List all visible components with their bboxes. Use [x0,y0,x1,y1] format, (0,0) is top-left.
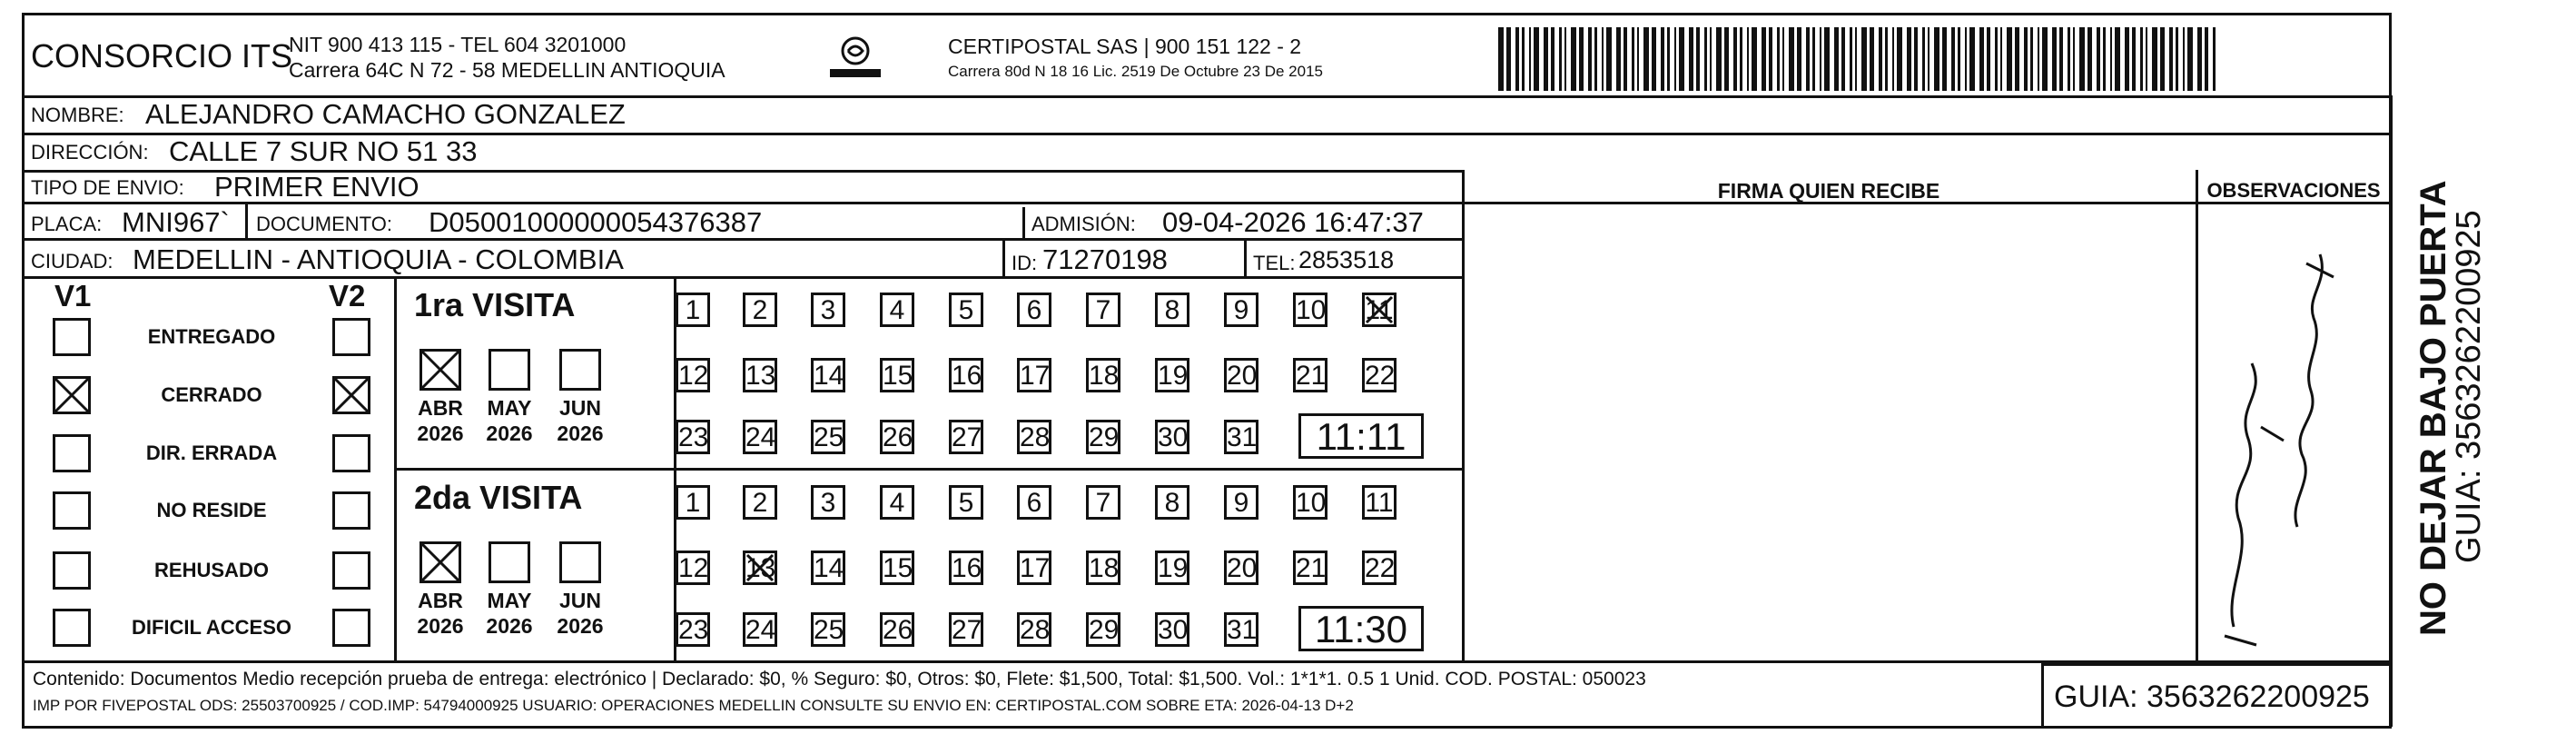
tel-value: 2853518 [1298,246,1395,273]
day-box[interactable]: 26 [880,612,914,647]
visit-month-checkbox[interactable] [489,349,530,391]
placa-label: PLACA: [31,213,103,235]
day-box[interactable]: 23 [676,612,710,647]
footer-imp: IMP POR FIVEPOSTAL ODS: 25503700925 / COD.IMP: 54794000925 USUARIO: OPERACIONES MEDELLIN CONSULTE SU ENVIO EN: CERTIPOSTAL.COM SOBRE ETA: 2026-04-13 D+2 [33,697,1354,714]
day-box[interactable]: 20 [1224,551,1258,585]
day-box[interactable]: 3 [811,485,845,520]
day-box[interactable]: 16 [949,551,983,585]
status-v2-checkbox[interactable] [332,491,370,530]
day-box[interactable]: 30 [1155,612,1189,647]
side-notice: NO DEJAR BAJO PUERTA [2413,180,2453,636]
v1-header: V1 [54,279,92,313]
divider-firma [1462,170,1465,660]
status-v2-check-mark [332,376,370,414]
direccion-label: DIRECCIÓN: [31,141,149,164]
tipo-envio-label: TIPO DE ENVIO: [31,176,184,199]
day-box[interactable]: 7 [1086,485,1120,520]
placa-value: MNI967` [122,206,230,238]
visit-year-label: 2026 [486,422,533,445]
admision-label: ADMISIÓN: [1031,213,1136,235]
day-box[interactable]: 1 [676,485,710,520]
day-box[interactable]: 27 [949,612,983,647]
day-box[interactable]: 23 [676,420,710,454]
company-address: Carrera 64C N 72 - 58 MEDELLIN ANTIOQUIA [289,58,725,82]
day-box[interactable]: 22 [1362,551,1397,585]
visit-month-checkbox[interactable] [489,541,530,583]
day-box[interactable]: 15 [880,551,914,585]
visit-title: 2da VISITA [414,479,583,516]
divider-placa [245,202,248,238]
day-box[interactable]: 18 [1086,358,1120,392]
day-box[interactable]: 10 [1293,485,1327,520]
day-box[interactable]: 20 [1224,358,1258,392]
day-box[interactable]: 31 [1224,420,1258,454]
documento-value: D05001000000054376387 [429,206,763,238]
status-v1-check-mark [53,376,91,414]
admision-value: 09-04-2026 16:47:37 [1162,206,1424,238]
visit-time[interactable]: 11:11 [1298,413,1424,459]
tipo-envio-value: PRIMER ENVIO [214,171,419,203]
status-v1-checkbox[interactable] [53,318,91,356]
day-box[interactable]: 7 [1086,293,1120,327]
day-box[interactable]: 18 [1086,551,1120,585]
status-label: NO RESIDE [156,499,267,521]
nombre-value: ALEJANDRO CAMACHO GONZALEZ [145,98,626,130]
day-box[interactable]: 8 [1155,293,1189,327]
status-v1-checkbox[interactable] [53,551,91,590]
status-v1-checkbox[interactable] [53,434,91,472]
visit-month-label: MAY [487,396,532,420]
day-box[interactable]: 29 [1086,420,1120,454]
day-box[interactable]: 19 [1155,551,1189,585]
direccion-value: CALLE 7 SUR NO 51 33 [169,135,478,167]
day-box[interactable]: 4 [880,485,914,520]
footer-guia: GUIA: 3563262200925 [2054,680,2370,714]
day-box[interactable]: 2 [743,485,777,520]
status-v2-checkbox[interactable] [332,609,370,647]
divider-footer [22,660,2392,663]
day-box[interactable]: 21 [1293,358,1327,392]
id-label: ID: [1012,252,1038,274]
divider-visit2 [394,468,1464,471]
visit-month-label: MAY [487,589,532,612]
day-box[interactable]: 6 [1017,293,1051,327]
observaciones-header: OBSERVACIONES [2206,179,2381,202]
day-box[interactable]: 31 [1224,612,1258,647]
day-check-mark [1364,294,1395,325]
day-box[interactable]: 28 [1017,612,1051,647]
day-box[interactable]: 15 [880,358,914,392]
nombre-label: NOMBRE: [31,104,124,126]
day-box[interactable]: 11 [1362,293,1397,327]
status-v2-checkbox[interactable] [332,434,370,472]
day-box[interactable]: 8 [1155,485,1189,520]
day-box[interactable]: 16 [949,358,983,392]
observaciones-handwriting [2197,209,2388,663]
visit-month-label: ABR [418,589,463,612]
day-box[interactable]: 5 [949,293,983,327]
day-box[interactable]: 2 [743,293,777,327]
day-box[interactable]: 1 [676,293,710,327]
day-box[interactable]: 13 [743,551,777,585]
day-box[interactable]: 17 [1017,551,1051,585]
visit-month-check-mark [419,541,461,583]
day-box[interactable]: 14 [811,358,845,392]
day-box[interactable]: 30 [1155,420,1189,454]
divider-row5 [22,276,1464,279]
company-nit: NIT 900 413 115 - TEL 604 3201000 [289,33,627,56]
day-box[interactable]: 21 [1293,551,1327,585]
status-v2-checkbox[interactable] [332,551,370,590]
day-box[interactable]: 29 [1086,612,1120,647]
status-v2-checkbox[interactable] [332,318,370,356]
day-box[interactable]: 13 [743,358,777,392]
day-box[interactable]: 5 [949,485,983,520]
visit-year-label: 2026 [417,614,464,638]
status-label: REHUSADO [154,559,269,581]
visit-year-label: 2026 [557,422,604,445]
id-value: 71270198 [1042,243,1168,275]
divider-id [1002,238,1005,276]
documento-label: DOCUMENTO: [256,213,392,235]
day-box[interactable]: 24 [743,612,777,647]
company-name: CONSORCIO ITS [31,37,293,74]
day-box[interactable]: 19 [1155,358,1189,392]
tel-label: TEL: [1253,252,1296,274]
status-label: DIFICIL ACCESO [131,616,291,639]
divider-tel [1244,238,1247,276]
divider-row4 [22,238,1464,241]
day-box[interactable]: 12 [676,551,710,585]
visit-month-label: JUN [558,589,601,612]
v2-header: V2 [329,279,366,313]
firma-header: FIRMA QUIEN RECIBE [1717,179,1940,203]
day-box[interactable]: 10 [1293,293,1327,327]
day-box[interactable]: 27 [949,420,983,454]
day-box[interactable]: 22 [1362,358,1397,392]
day-box[interactable]: 24 [743,420,777,454]
visit-year-label: 2026 [417,422,464,445]
visit-time[interactable]: 11:30 [1298,606,1424,651]
day-box[interactable]: 9 [1224,485,1258,520]
visit-title: 1ra VISITA [414,286,576,323]
side-guia: GUIA: 3563262200925 [2450,210,2488,563]
day-box[interactable]: 26 [880,420,914,454]
day-check-mark [745,552,775,583]
day-box[interactable]: 12 [676,358,710,392]
day-box[interactable]: 11 [1362,485,1397,520]
day-box[interactable]: 9 [1224,293,1258,327]
ciudad-label: CIUDAD: [31,250,114,273]
footer-contenido: Contenido: Documentos Medio recepción prueba de entrega: electrónico | Declarado: $0, % Seguro: $0, Otros: $0, Flete: $1,500, Total: $1,500. Vol.: 1*1*1. 0.5 1 Unid. COD. POSTAL: 050023 [33,669,1646,690]
certipostal-name: CERTIPOSTAL SAS | 900 151 122 - 2 [948,35,1302,58]
day-box[interactable]: 14 [811,551,845,585]
visit-month-check-mark [419,349,461,391]
status-v1-checkbox[interactable] [53,609,91,647]
visit-month-label: JUN [558,396,601,420]
ciudad-value: MEDELLIN - ANTIOQUIA - COLOMBIA [133,243,624,275]
visit-month-checkbox[interactable] [559,541,601,583]
visit-month-label: ABR [418,396,463,420]
status-label: CERRADO [161,383,262,406]
day-box[interactable]: 28 [1017,420,1051,454]
certipostal-address: Carrera 80d N 18 16 Lic. 2519 De Octubre 23 De 2015 [948,63,1323,80]
divider-side [2390,95,2393,727]
divider-admision [1022,207,1025,238]
status-label: ENTREGADO [147,325,276,348]
visit-year-label: 2026 [486,614,533,638]
day-box[interactable]: 17 [1017,358,1051,392]
status-label: DIR. ERRADA [145,441,278,464]
visit-month-checkbox[interactable] [559,349,601,391]
day-box[interactable]: 25 [811,420,845,454]
status-v1-checkbox[interactable] [53,491,91,530]
day-box[interactable]: 4 [880,293,914,327]
day-box[interactable]: 25 [811,612,845,647]
visit-year-label: 2026 [557,614,604,638]
day-box[interactable]: 3 [811,293,845,327]
day-box[interactable]: 6 [1017,485,1051,520]
